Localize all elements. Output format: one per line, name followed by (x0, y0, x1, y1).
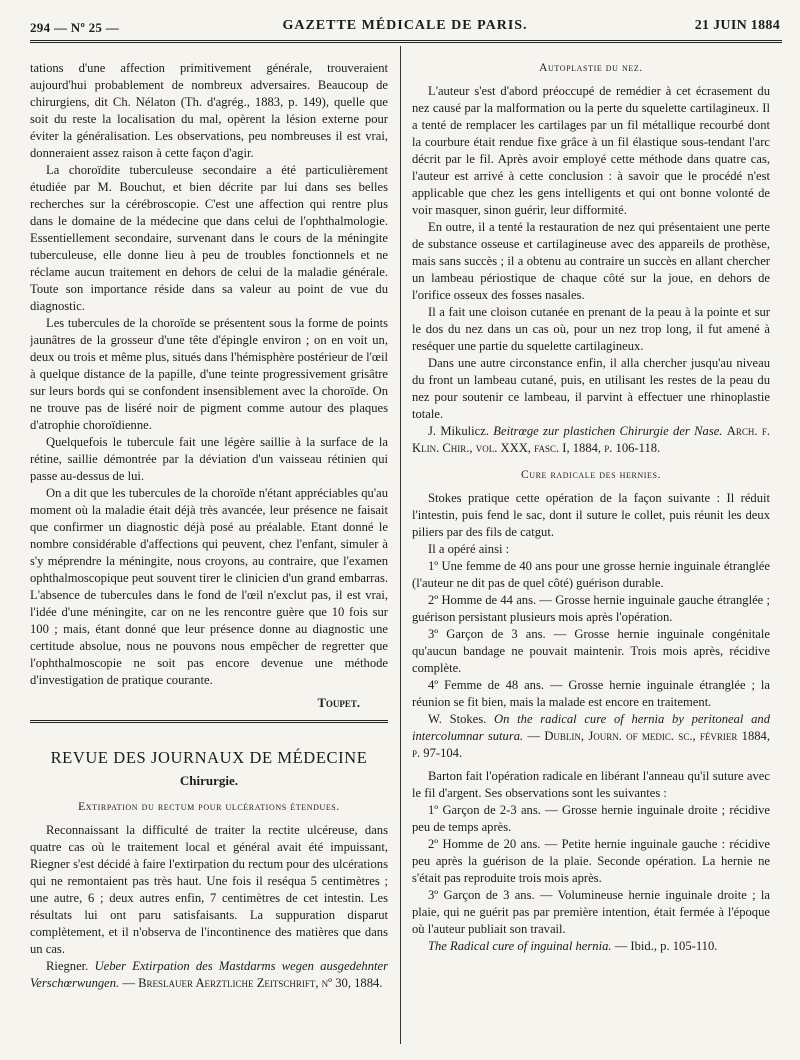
paragraph: Reconnaissant la difficulté de traiter la rectite ulcéreuse, dans quatre cas où le traitement local et général avait été impuissant, Riegner s'est décidé à faire l'extirpation du rectum pour des ulcérations qui ne remontaient pas très haut. Une fois il reséqua 5 centimètres ; une autre, 6 ; deux autres enfin, 7 centimètres de cet intestin. Les résultats lui ont paru satisfaisants. La suppuration disparut complètement, et il n'observa de l'incontinence des matières que dans un cas. (30, 823, 388, 956)
list-item: 1º Garçon de 2-3 ans. — Grosse hernie inguinale droite ; récidive peu de temps après. (412, 803, 770, 834)
paragraph: Dans une autre circonstance enfin, il alla chercher jusqu'au niveau du front un lambeau cutané, puis, en utilisant les restes de la peau du nez pour soutenir ce lambeau, il parvint à effectuer une rhinoplastie totale. (412, 356, 770, 421)
reference-title: The Radical cure of inguinal hernia. (428, 939, 612, 953)
section-title: REVUE DES JOURNAUX DE MÉDECINE (50, 748, 368, 767)
page-number: 294 — Nº 25 — (30, 20, 120, 35)
subsection-title: Chirurgie. (179, 773, 239, 788)
paragraph: La choroïdite tuberculeuse secondaire a été particulièrement étudiée par M. Bouchut, et bien décrite par lui dans ses belles recherches sur la cérébroscopie. C'est une affection qui rentre plus dans le domaine de la médecine que dans celui de l'ophthalmologie. Essentiellement secondaire, survenant dans le cours de la méningite tuberculeuse, elle donne lieu à peu de troubles fonctionnels et ne réclame aucun traitement en dehors de celui de la maladie générale. Toute son importance réside dans sa valeur au point de vue du diagnostic. (30, 163, 388, 313)
list-item: 3º Garçon de 3 ans. — Grosse hernie inguinale congénitale qu'aucun bandage ne pouvait maintenir. Trois mois après, récidive complète. (412, 627, 770, 675)
right-column (412, 60, 770, 1045)
paragraph: Barton fait l'opération radicale en libérant l'anneau qu'il suture avec le fil d'argent. Ses observations sont les suivantes : (412, 769, 770, 800)
issue-date: 21 JUIN 1884 (694, 18, 780, 33)
paragraph: Quelquefois le tubercule fait une légère saillie à la surface de la rétine, saillie démontrée par la déviation d'un vaisseau rétinien qui passe au-dessus de lui. (30, 435, 388, 483)
list-item: 2º Homme de 44 ans. — Grosse hernie inguinale gauche étranglée ; guérison persistant plusieurs mois après l'opération. (412, 593, 770, 624)
list-item: 4º Femme de 48 ans. — Grosse hernie inguinale étranglée ; la réunion se fit bien, mais la malade est encore en traitement. (412, 678, 770, 709)
header-rule (30, 40, 782, 43)
paragraph: Il a fait une cloison cutanée en prenant de la peau à la pointe et sur le dos du nez dans un cas où, pour un nez trop long, il fut amené à reséquer une partie du squelette cartilagineux. (412, 305, 770, 353)
list-item: 2º Homme de 20 ans. — Petite hernie inguinale gauche : récidive peu après la guérison de la plaie. Seconde opération. La hernie ne s'était pas reproduite trois mois après. (412, 837, 770, 885)
reference-source: Arch. f. Klin. Chir., vol. XXX, fasc. I, 1884, p. 106-118. (412, 424, 770, 455)
list-item: 3º Garçon de 3 ans. — Volumineuse hernie inguinale droite ; la plaie, qui ne guérit pas par première intention, était fermée à l'époque où l'auteur publiait son travail. (412, 888, 770, 936)
reference-title: On the radical cure of hernia by peritoneal and intercolumnar sutura. (412, 712, 770, 743)
reference-author: W. Stokes. (428, 712, 487, 726)
reference (412, 423, 770, 457)
paragraph: En outre, il a tenté la restauration de nez qui présentaient une perte de substance osseuse et cartilagineuse avec des appareils de prothèse, mais sans succès ; il a obtenu au contraire un succès en allant chercher un lambeau périostique de chaque côté sur la joue, en dehors de l'orifice osseux des fosses nasales. (412, 220, 770, 302)
section-rule (30, 720, 388, 723)
reference-title: Beitrœge zur plastichen Chirurgie der Nase. (493, 424, 723, 438)
paragraph: Stokes pratique cette opération de la façon suivante : Il réduit l'intestin, puis fend le sac, dont il suture le collet, puis réunit les deux piliers par des fils de catgut. (412, 491, 770, 539)
paragraph: L'auteur s'est d'abord préoccupé de remédier à cet écrasement du nez causé par la malformation ou la perte du squelette cartilagineux. Il a tenté de remplacer les cartilages par un fil métallique recourbé dont la courbure était rendue fixe grâce à un fil élastique sous-tendant l'arc décrit par le fil. Après avoir employé cette méthode dans quatre cas, l'auteur est arrivé à cette conclusion : à savoir que le procédé n'est applicable que chez les gens intelligents et qui ont bonne volonté de voir masquer, sinon guérir, leur difformité. (412, 84, 770, 217)
column-divider (400, 46, 401, 1044)
list-item: 1º Une femme de 40 ans pour une grosse hernie inguinale étranglée (l'auteur ne dit pas de quel côté) guérison durable. (412, 559, 770, 590)
reference-title: Ueber Extirpation des Mastdarms wegen ausgedehnter Verschœrwungen. (30, 959, 388, 990)
author-signature: Toupet. (317, 696, 360, 710)
reference (30, 958, 388, 992)
article-title: Cure radicale des hernies. (520, 469, 662, 481)
reference-author: Riegner. (46, 959, 89, 973)
paragraph: Il a opéré ainsi : (428, 542, 510, 556)
reference-author: J. Mikulicz. (428, 424, 489, 438)
left-column (30, 60, 388, 1045)
journal-title: GAZETTE MÉDICALE DE PARIS. (282, 18, 528, 33)
paragraph: tations d'une affection primitivement générale, trouveraient aujourd'hui probablement de nombreux adversaires. Beaucoup de chirurgiens, dit Ch. Nélaton (Th. d'agrég., 1883, p. 149), quelle que soit du reste la localisation du mal, opèrent la lésion externe pour éviter la généralisation. Les observations, peu nombreuses il est vrai, donneraient assez raison à cette façon d'agir. (30, 61, 388, 160)
reference-source: — Breslauer Aerztliche Zeitschrift, nº 30, 1884. (122, 976, 383, 990)
reference (412, 711, 770, 762)
page-header (30, 18, 780, 42)
reference (412, 938, 770, 955)
reference-source: — Ibid., p. 105-110. (614, 939, 718, 953)
article-title: Autoplastie du nez. (539, 62, 643, 74)
reference-source: — Dublin, Journ. of medic. sc., février 1884, p. 97-104. (412, 729, 770, 760)
paragraph: On a dit que les tubercules de la choroïde n'étant appréciables qu'au moment où la maladie était déjà très avancée, leur présence ne faisait que confirmer un diagnostic déjà posé au préalable. Etant donné le nombre considérable d'affections qui peuvent, chez l'enfant, simuler à s'y méprendre la méningite, nous croyons, au contraire, que l'examen ophthalmoscopique peut souvent tirer le clinicien d'un grand embarras. L'absence de tubercules dans le fond de l'œil n'exclut pas, il est vrai, l'idée d'une méningite, car on ne les rencontre guère que 10 fois sur 100 ; mais, étant donné que leur présence donne au diagnostic une certitude absolue, nous ne pouvons nous empêcher de regretter que l'ophthalmoscopie ne soit pas encore devenue une méthode d'investigation de pratique courante. (30, 486, 388, 687)
article-title: Extirpation du rectum pour ulcérations étendues. (78, 801, 340, 813)
paragraph: Les tubercules de la choroïde se présentent sous la forme de points jaunâtres de la grosseur d'une tête d'épingle environ ; on en voit un, deux ou trois et même plus, situés dans l'hémisphère postérieur de l'œil à quelque distance de la papille, d'une teinte progressivement grisâtre sur leurs bords qui se confondent insensiblement avec la choroïde. On ne trouve pas de liséré noir de pigment comme autour des plaques d'atrophie choroïdienne. (30, 316, 388, 432)
